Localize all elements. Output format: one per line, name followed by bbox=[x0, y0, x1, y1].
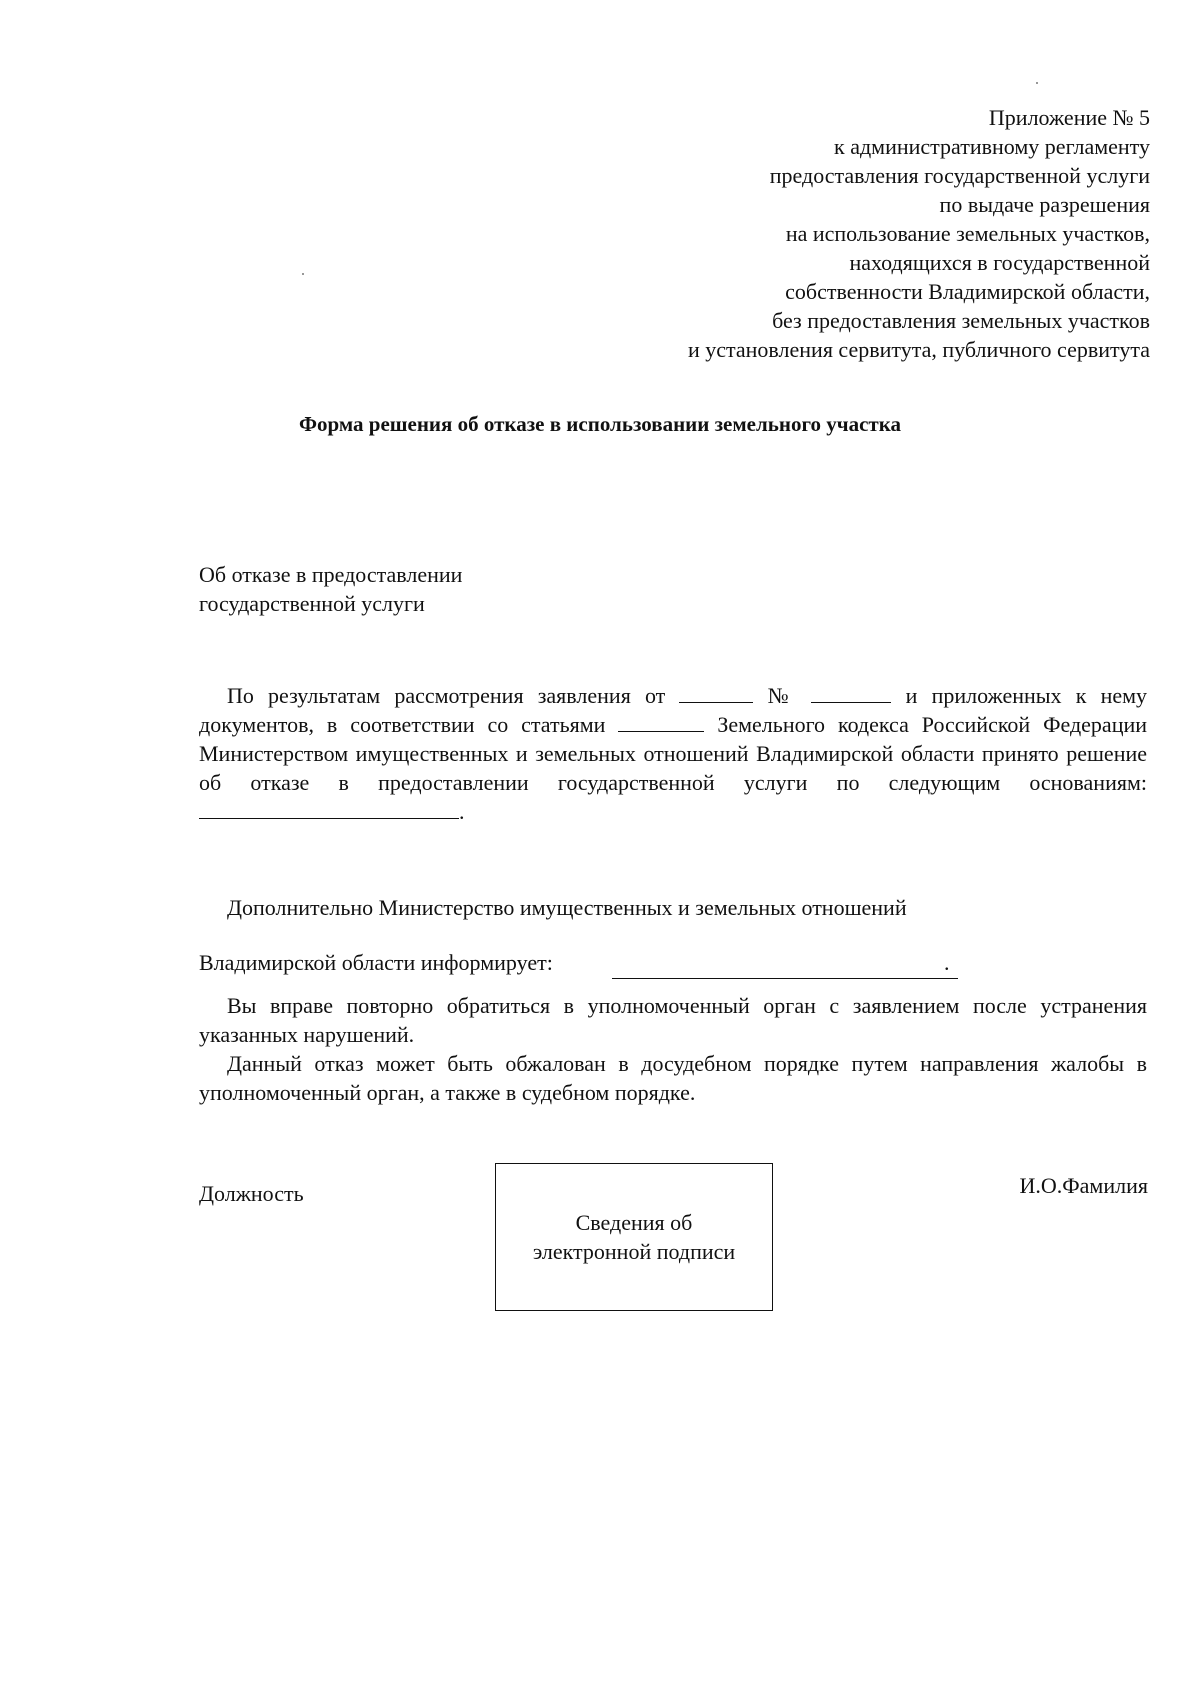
appendix-line: к административному регламенту bbox=[834, 134, 1150, 159]
appendix-line: находящихся в государственной bbox=[849, 250, 1150, 275]
appendix-line: по выдаче разрешения bbox=[939, 192, 1150, 217]
decision-text: Земельного кодекса Российской Федерации Министерством имущественных и земельных отношений Владимирской области принято решение об отказе в предоставлении государственной услуги по следующим основаниям: bbox=[199, 712, 1148, 795]
subject-line: государственной услуги bbox=[199, 591, 425, 616]
electronic-signature-box bbox=[495, 1163, 773, 1311]
application-date-blank bbox=[679, 684, 753, 703]
additional-info-blank bbox=[612, 978, 958, 979]
additional-info-line1: Дополнительно Министерство имущественных и земельных отношений bbox=[227, 895, 907, 920]
decision-end: . bbox=[459, 799, 465, 824]
decision-paragraph bbox=[199, 681, 1147, 826]
appendix-line: Приложение № 5 bbox=[988, 105, 1150, 130]
appendix-header bbox=[688, 103, 1150, 364]
scan-speck bbox=[302, 273, 304, 275]
appendix-line: на использование земельных участков, bbox=[785, 221, 1150, 246]
appendix-line: без предоставления земельных участков bbox=[772, 308, 1150, 333]
scan-speck bbox=[1036, 82, 1038, 84]
decision-text: По результатам рассмотрения заявления от bbox=[227, 683, 666, 708]
additional-info-end: . bbox=[944, 950, 950, 975]
articles-blank bbox=[618, 713, 704, 732]
signature-box-line: электронной подписи bbox=[532, 1239, 736, 1264]
decision-text: и приложенных к нему документов, в соответствии со статьями bbox=[199, 683, 1148, 737]
appendix-line: предоставления государственной услуги bbox=[769, 163, 1150, 188]
notice-block bbox=[199, 991, 1147, 1107]
number-sign: № bbox=[767, 683, 798, 708]
appendix-line: собственности Владимирской области, bbox=[785, 279, 1150, 304]
signature-box-line: Сведения об bbox=[575, 1210, 693, 1235]
application-number-blank bbox=[811, 684, 891, 703]
appendix-line: и установления сервитута, публичного сервитута bbox=[687, 337, 1150, 362]
signatory-name: И.О.Фамилия bbox=[1019, 1173, 1148, 1198]
position-label: Должность bbox=[199, 1181, 304, 1206]
grounds-blank bbox=[199, 800, 459, 819]
subject-line: Об отказе в предоставлении bbox=[199, 562, 463, 587]
appeal-paragraph: Данный отказ может быть обжалован в досудебном порядке путем направления жалобы в уполномоченный орган, а также в судебном порядке. bbox=[199, 1051, 1147, 1105]
additional-info-line2: Владимирской области информирует: bbox=[199, 950, 553, 975]
subject-block bbox=[199, 560, 462, 618]
reapply-paragraph: Вы вправе повторно обратиться в уполномоченный орган с заявлением после устранения указанных нарушений. bbox=[199, 993, 1147, 1047]
form-title: Форма решения об отказе в использовании земельного участка bbox=[298, 412, 902, 436]
